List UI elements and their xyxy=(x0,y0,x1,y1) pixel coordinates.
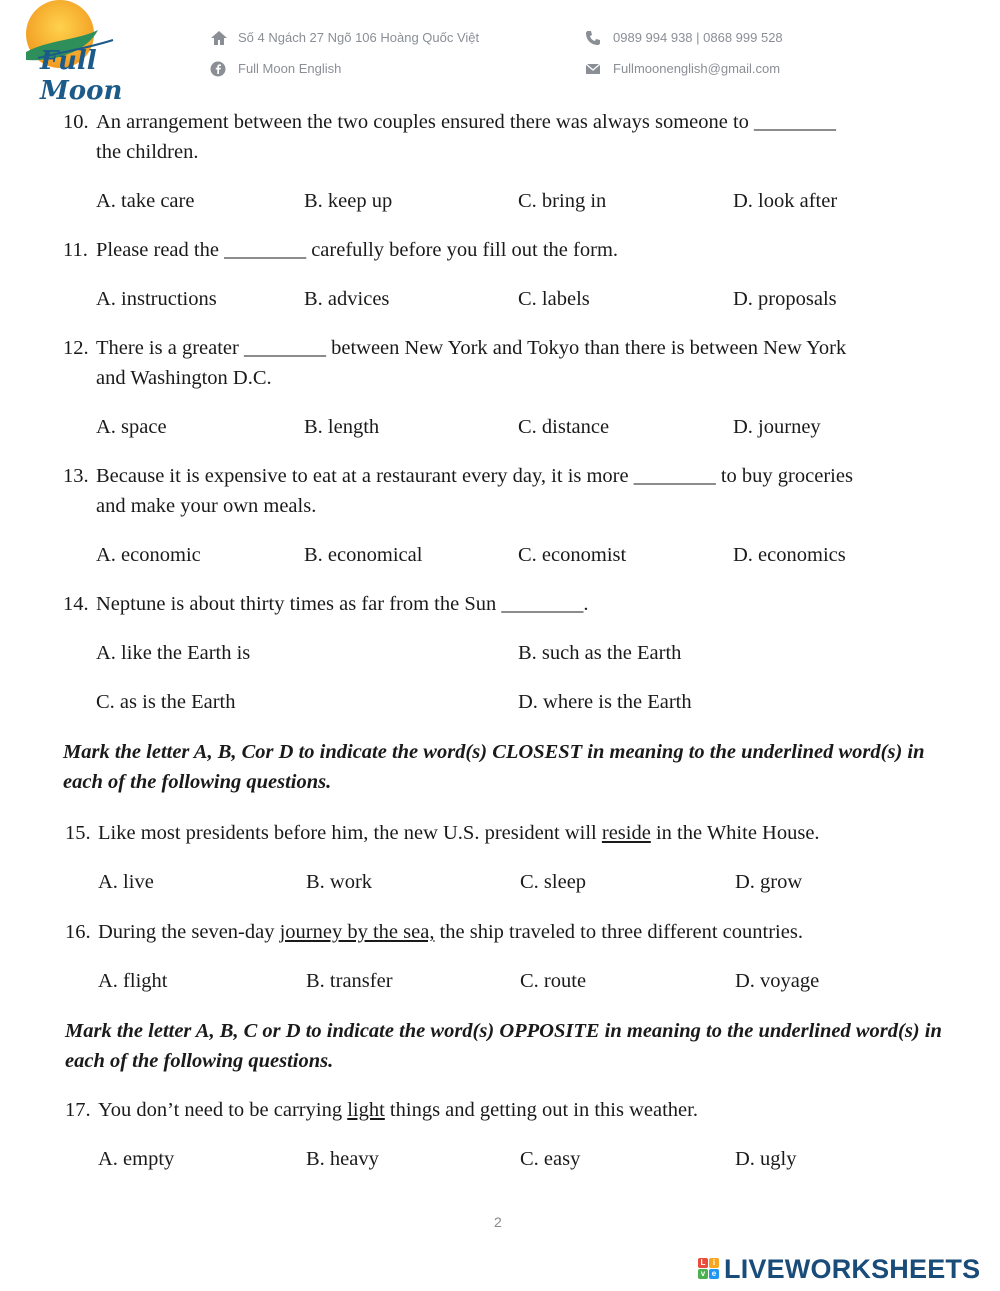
q13-option-c[interactable]: C. economist xyxy=(518,544,627,566)
q15-option-a[interactable]: A. live xyxy=(98,871,154,893)
home-icon xyxy=(210,30,228,46)
q10-option-d[interactable]: D. look after xyxy=(733,190,838,212)
q12-option-c[interactable]: C. distance xyxy=(518,416,610,438)
q14-option-d[interactable]: D. where is the Earth xyxy=(518,691,692,713)
underlined-word: light xyxy=(347,1099,385,1121)
question-11: 11. Please read the ________ carefully before you fill out the form. xyxy=(63,239,619,261)
phone-icon xyxy=(585,30,601,46)
q15-option-c[interactable]: C. sleep xyxy=(520,871,587,893)
question-17: 17. You don’t need to be carrying light things and getting out in this weather. xyxy=(65,1099,698,1121)
email-text: Fullmoonenglish@gmail.com xyxy=(613,61,781,76)
q17-option-a[interactable]: A. empty xyxy=(98,1148,175,1170)
q13-option-b[interactable]: B. economical xyxy=(304,544,423,566)
facebook-text: Full Moon English xyxy=(238,61,342,76)
q11-option-d[interactable]: D. proposals xyxy=(733,288,837,310)
phone-text: 0989 994 938 | 0868 999 528 xyxy=(613,30,783,45)
q11-option-c[interactable]: C. labels xyxy=(518,288,590,310)
q11-option-b[interactable]: B. advices xyxy=(304,288,390,310)
page-header xyxy=(0,0,1000,106)
q16-option-a[interactable]: A. flight xyxy=(98,970,168,992)
q12-option-d[interactable]: D. journey xyxy=(733,416,821,438)
instruction-closest: Mark the letter A, B, Cor D to indicate the word(s) CLOSEST in meaning to the underlined word(s) in each of the following questions. xyxy=(63,741,925,793)
q16-option-d[interactable]: D. voyage xyxy=(735,970,820,992)
liveworksheets-grid-icon: L i v e xyxy=(698,1258,720,1280)
question-16: 16. During the seven-day journey by the sea, the ship traveled to three different countries. xyxy=(65,921,803,943)
q13-option-a[interactable]: A. economic xyxy=(96,544,201,566)
q15-option-b[interactable]: B. work xyxy=(306,871,373,893)
q10-option-b[interactable]: B. keep up xyxy=(304,190,393,212)
question-15: 15. Like most presidents before him, the new U.S. president will reside in the White House. xyxy=(65,822,820,844)
question-10: 10. An arrangement between the two couples ensured there was always someone to ________ the children. xyxy=(63,111,837,163)
q14-option-a[interactable]: A. like the Earth is xyxy=(96,642,251,664)
q13-option-d[interactable]: D. economics xyxy=(733,544,846,566)
underlined-word: journey by the sea, xyxy=(279,921,435,943)
q17-option-b[interactable]: B. heavy xyxy=(306,1148,379,1170)
question-14: 14. Neptune is about thirty times as far from the Sun ________. xyxy=(63,593,589,615)
q15-option-d[interactable]: D. grow xyxy=(735,871,803,893)
address-text: Số 4 Ngách 27 Ngõ 106 Hoàng Quốc Việt xyxy=(238,30,480,45)
q14-option-c[interactable]: C. as is the Earth xyxy=(96,691,236,713)
q17-option-c[interactable]: C. easy xyxy=(520,1148,581,1170)
q17-option-d[interactable]: D. ugly xyxy=(735,1148,797,1170)
instruction-opposite: Mark the letter A, B, C or D to indicate the word(s) OPPOSITE in meaning to the underlined word(s) in each of the following questions. xyxy=(65,1020,942,1072)
page-number: 2 xyxy=(494,1214,502,1230)
q10-option-c[interactable]: C. bring in xyxy=(518,190,607,212)
facebook-icon xyxy=(210,61,226,77)
liveworksheets-text: LIVEWORKSHEETS xyxy=(724,1254,981,1284)
q12-option-a[interactable]: A. space xyxy=(96,416,167,438)
question-13: 13. Because it is expensive to eat at a restaurant every day, it is more ________ to buy groceries and make your own meals. xyxy=(63,465,853,517)
q16-option-c[interactable]: C. route xyxy=(520,970,587,992)
envelope-icon xyxy=(585,61,601,77)
question-12: 12. There is a greater ________ between New York and Tokyo than there is between New York and Washington D.C. xyxy=(63,337,847,389)
q11-option-a[interactable]: A. instructions xyxy=(96,288,217,310)
q16-option-b[interactable]: B. transfer xyxy=(306,970,393,992)
q12-option-b[interactable]: B. length xyxy=(304,416,380,438)
liveworksheets-logo[interactable] xyxy=(698,1254,994,1288)
logo-text: Full Moon xyxy=(40,46,123,106)
q10-option-a[interactable]: A. take care xyxy=(96,190,195,212)
full-moon-logo xyxy=(18,0,168,106)
q14-option-b[interactable]: B. such as the Earth xyxy=(518,642,682,664)
underlined-word: reside xyxy=(601,822,651,844)
